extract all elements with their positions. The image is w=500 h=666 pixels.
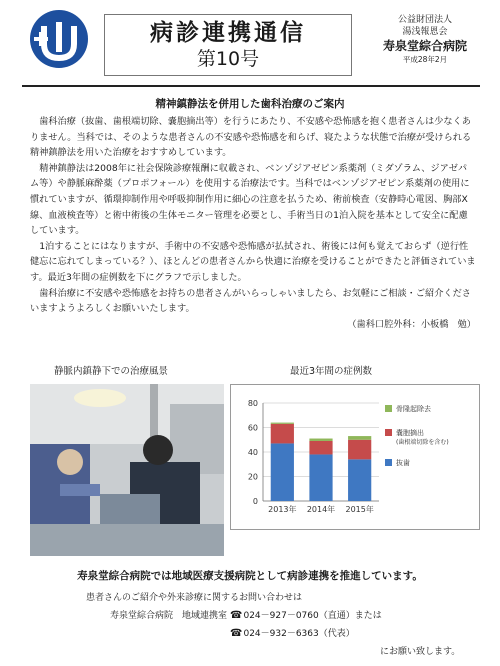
issue-date: 平成28年2月 xyxy=(402,55,448,64)
phone-main xyxy=(230,626,355,639)
header-divider xyxy=(22,85,480,87)
bar-segment xyxy=(348,459,371,501)
x-tick-label: 2013年 xyxy=(268,505,297,514)
y-tick-label: 80 xyxy=(247,399,258,408)
header xyxy=(0,0,500,94)
legend-label: (歯根端切除を含む) xyxy=(396,439,449,446)
photo-caption: 静脈内鎮静下での治療風景 xyxy=(54,366,169,377)
bar-segment xyxy=(348,436,371,440)
legend-label: 骨隆起除去 xyxy=(396,405,431,413)
article-paragraph: 1泊することにはなりますが、手術中の不安感や恐怖感が払拭され、術後には何も覚えておらず（逆行性健忘に忘れてしまっている？）、ほとんどの患者さんから快適に治療を受けることができたと評価されています。最近3年間の症例数を下にグラフで示しました。 xyxy=(30,240,476,283)
legend-label: 嚢胞摘出 xyxy=(396,429,424,437)
hospital-logo xyxy=(28,8,90,70)
bar-segment xyxy=(348,440,371,460)
bar-segment xyxy=(271,424,294,444)
publisher-block xyxy=(358,14,492,65)
article-paragraph: 精神鎮静法は2008年に社会保険診療報酬に収載され、ベンゾジアゼピン系薬剤（ミダゾラム、ジアゼパム等）や静脈麻酔薬（プロポフォール）を使用する治療法です。当科ではベンゾジアゼピン系薬剤の使用に慣れていますが、循環抑制作用や呼吸抑制作用に細心の注意を払うため、術前検査（安静時心電図、胸部X線、血液検査等）と術中術後の生体モニター管理を必要とし、手術当日の1泊入院を基本として安全に配慮しています。 xyxy=(30,162,470,237)
legend-swatch xyxy=(385,429,392,436)
treatment-photo xyxy=(30,384,224,556)
newsletter-title-box xyxy=(104,14,352,76)
y-tick-label: 20 xyxy=(247,472,258,482)
article-paragraph: 歯科治療（抜歯、歯根端切除、嚢胞摘出等）を行うにあたり、不安感や恐怖感を抱く患者さんは少なくありません。当科では、そのような患者さんの不安感や恐怖感を和らげ、寝たような状態で治療が受けられる精神鎮静法を用いた治療をおすすめしています。 xyxy=(30,116,472,159)
legend-swatch xyxy=(385,405,392,412)
case-count-chart xyxy=(231,385,479,529)
article-signature: （歯科口腔外科：小板橋 勉） xyxy=(347,318,476,330)
y-tick-label: 60 xyxy=(247,423,258,433)
footer xyxy=(0,560,500,666)
bar-segment xyxy=(271,423,294,424)
phone-direct-number: 024－927－0760（直通）または xyxy=(243,611,382,621)
newsletter-title: 病診連携通信 xyxy=(150,20,306,46)
article-title: 精神鎮静法を併用した歯科治療のご案内 xyxy=(155,98,345,110)
bar-segment xyxy=(309,441,332,454)
org-name: 湯浅報恩会 xyxy=(402,27,448,37)
x-tick-label: 2015年 xyxy=(345,505,374,514)
phone-direct xyxy=(230,608,382,621)
contact-intro: 患者さんのご紹介や外来診療に関するお問い合わせは xyxy=(86,593,303,603)
footer-title: 寿泉堂綜合病院では地域医療支援病院として病診連携を推進しています。 xyxy=(77,570,423,582)
x-tick-label: 2014年 xyxy=(306,505,336,514)
chart-frame xyxy=(230,384,480,530)
issue-number: 第10号 xyxy=(196,48,260,70)
phone-icon: ☎ xyxy=(230,610,243,621)
article-body xyxy=(30,114,476,332)
chart-caption: 最近3年間の症例数 xyxy=(290,366,373,377)
article-paragraph-text: 歯科治療に不安感や恐怖感をお持ちの患者さんがいらっしゃいましたら、お気軽にご相談・ご紹介くださいますようよろしくお願いいたします。 xyxy=(30,287,471,315)
contact-closing: にお願い致します。 xyxy=(380,647,461,657)
phone-icon: ☎ xyxy=(230,628,243,639)
y-tick-label: 40 xyxy=(247,448,258,457)
legend-label: 抜歯 xyxy=(396,459,410,467)
hospital-name: 寿泉堂綜合病院 xyxy=(382,39,467,53)
legend-swatch xyxy=(385,459,392,466)
bar-segment xyxy=(309,439,332,441)
bar-segment xyxy=(271,443,294,501)
y-tick-label: 0 xyxy=(252,497,258,506)
org-type: 公益財団法人 xyxy=(397,15,452,25)
phone-main-number: 024－932－6363（代表） xyxy=(243,629,355,639)
article-paragraph xyxy=(30,286,476,333)
bar-segment xyxy=(309,454,332,501)
contact-office: 寿泉堂綜合病院 地域連携室 xyxy=(110,611,228,621)
